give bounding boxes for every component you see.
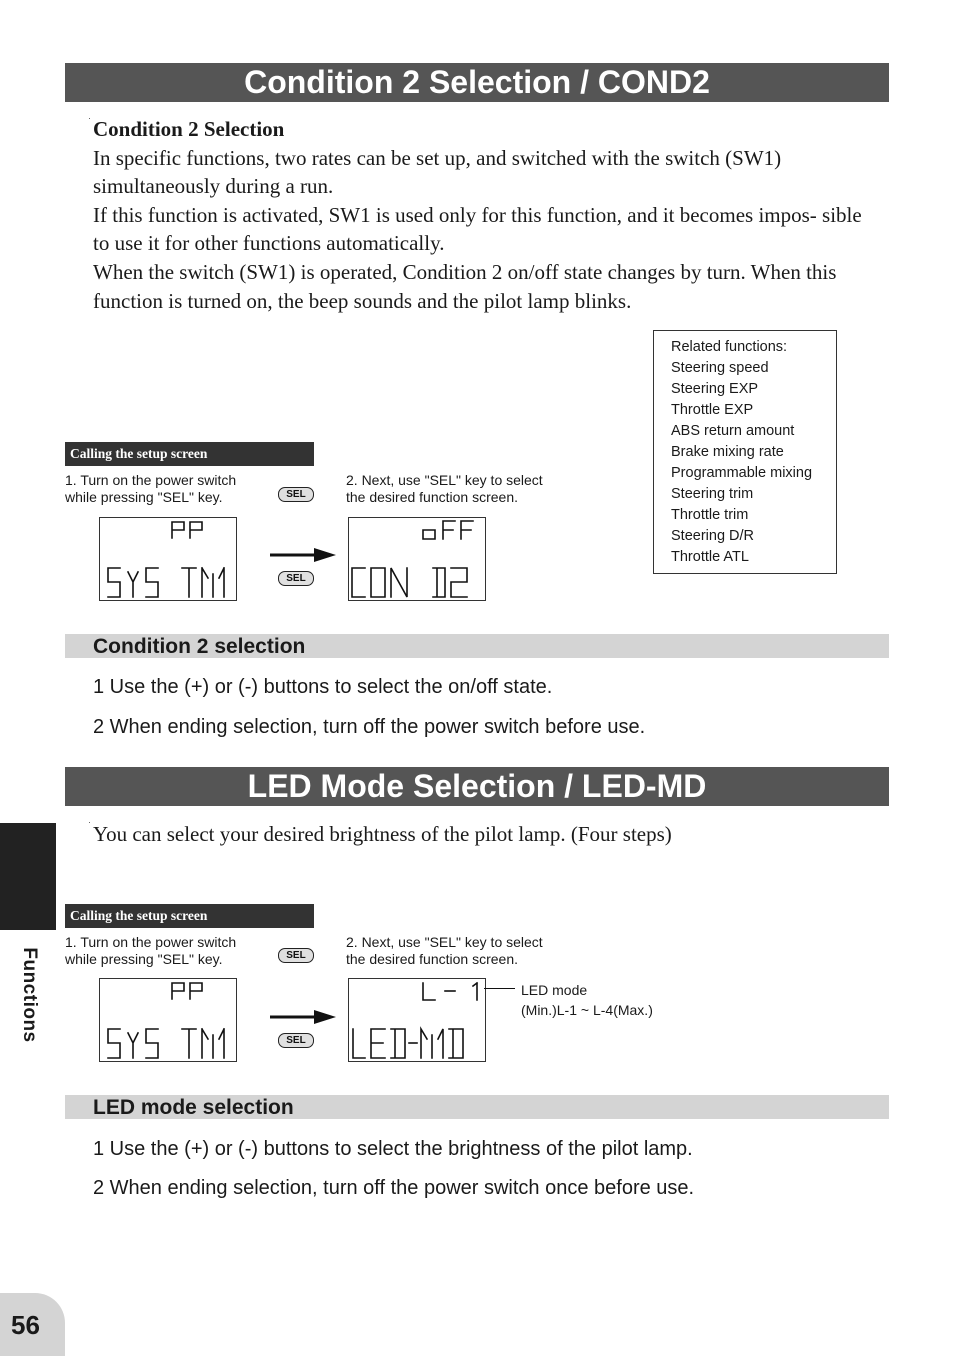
sel-key-icon: SEL	[278, 1033, 314, 1048]
led-mode-range: (Min.)L-1 ~ L-4(Max.)	[521, 1002, 653, 1018]
led-intro: You can select your desired brightness of the pilot lamp. (Four steps)	[93, 822, 672, 846]
lcd-screen-cond2	[348, 517, 486, 601]
arrow-right-icon	[270, 1009, 336, 1025]
side-tab-text: Functions	[19, 947, 40, 1043]
cond2-title-banner	[65, 63, 889, 102]
cond2-step1-instruction: 1. Turn on the power switch while pressing "SEL" key.	[65, 472, 237, 505]
related-functions-box	[653, 330, 837, 574]
lcd-segment-display	[100, 518, 236, 600]
cond2-step-2: 2 When ending selection, turn off the power switch before use.	[93, 716, 646, 738]
led-section-bar	[65, 1095, 889, 1119]
related-function-item: Programmable mixing	[671, 465, 813, 481]
related-function-item: ABS return amount	[671, 423, 795, 439]
led-calling-setup-label: Calling the setup screen	[65, 904, 314, 928]
led-mode-callout	[521, 980, 653, 1020]
related-function-item: Brake mixing rate	[671, 444, 784, 460]
cond2-section-title: Condition 2 selection	[93, 635, 306, 658]
related-functions-title: Related functions:	[671, 339, 788, 355]
cond2-description	[93, 115, 873, 315]
cond2-heading: Condition 2 Selection	[93, 117, 285, 141]
related-function-item: Steering EXP	[671, 381, 759, 397]
cond2-section-bar	[65, 634, 889, 658]
page-number-tab	[0, 1293, 65, 1356]
page-number: 56	[11, 1310, 40, 1340]
side-tab-marker	[0, 823, 56, 930]
led-step2-instruction: 2. Next, use "SEL" key to select the desired function screen.	[346, 934, 543, 967]
led-step-2: 2 When ending selection, turn off the power switch once before use.	[93, 1177, 695, 1199]
related-function-item: Steering D/R	[671, 528, 755, 544]
related-function-item: Throttle ATL	[671, 549, 749, 565]
related-function-item: Throttle EXP	[671, 402, 754, 418]
lcd-segment-display	[349, 518, 485, 600]
cond2-paragraph-3: When the switch (SW1) is operated, Condition 2 on/off state changes by turn. When this function is turned on, the beep sounds and the pilot lamp blinks.	[93, 259, 837, 313]
led-title: LED Mode Selection / LED-MD	[247, 768, 707, 804]
cond2-paragraph-1: In specific functions, two rates can be set up, and switched with the switch (SW1) simultaneously during a run.	[93, 145, 782, 199]
lcd-screen-system	[99, 978, 237, 1062]
related-function-item: Steering speed	[671, 360, 769, 376]
cond2-title: Condition 2 Selection / COND2	[244, 64, 710, 100]
side-tab-label	[14, 940, 44, 1050]
led-step1-instruction: 1. Turn on the power switch while pressing "SEL" key.	[65, 934, 237, 967]
lcd-segment-display	[349, 979, 485, 1061]
cond2-step2-instruction: 2. Next, use "SEL" key to select the desired function screen.	[346, 472, 543, 505]
led-description	[93, 820, 873, 849]
sel-key-icon: SEL	[278, 571, 314, 586]
tick-mark	[89, 118, 90, 119]
cond2-step-1: 1 Use the (+) or (-) buttons to select the on/off state.	[93, 676, 553, 698]
led-title-banner	[65, 767, 889, 806]
arrow-right-icon	[270, 547, 336, 563]
related-function-item: Steering trim	[671, 486, 754, 502]
sel-key-icon: SEL	[278, 948, 314, 963]
sel-key-icon: SEL	[278, 487, 314, 502]
led-mode-label: LED mode	[521, 982, 588, 998]
lcd-screen-system	[99, 517, 237, 601]
cond2-paragraph-2: If this function is activated, SW1 is used only for this function, and it becomes impos- sible to use it for other functions automatically.	[93, 202, 862, 256]
led-step-1: 1 Use the (+) or (-) buttons to select the brightness of the pilot lamp.	[93, 1138, 693, 1160]
related-function-item: Throttle trim	[671, 507, 749, 523]
callout-line	[484, 988, 515, 989]
tick-mark	[89, 822, 90, 823]
lcd-segment-display	[100, 979, 236, 1061]
cond2-calling-setup-label: Calling the setup screen	[65, 442, 314, 466]
lcd-screen-led-mode	[348, 978, 486, 1062]
led-section-title: LED mode selection	[93, 1096, 294, 1119]
